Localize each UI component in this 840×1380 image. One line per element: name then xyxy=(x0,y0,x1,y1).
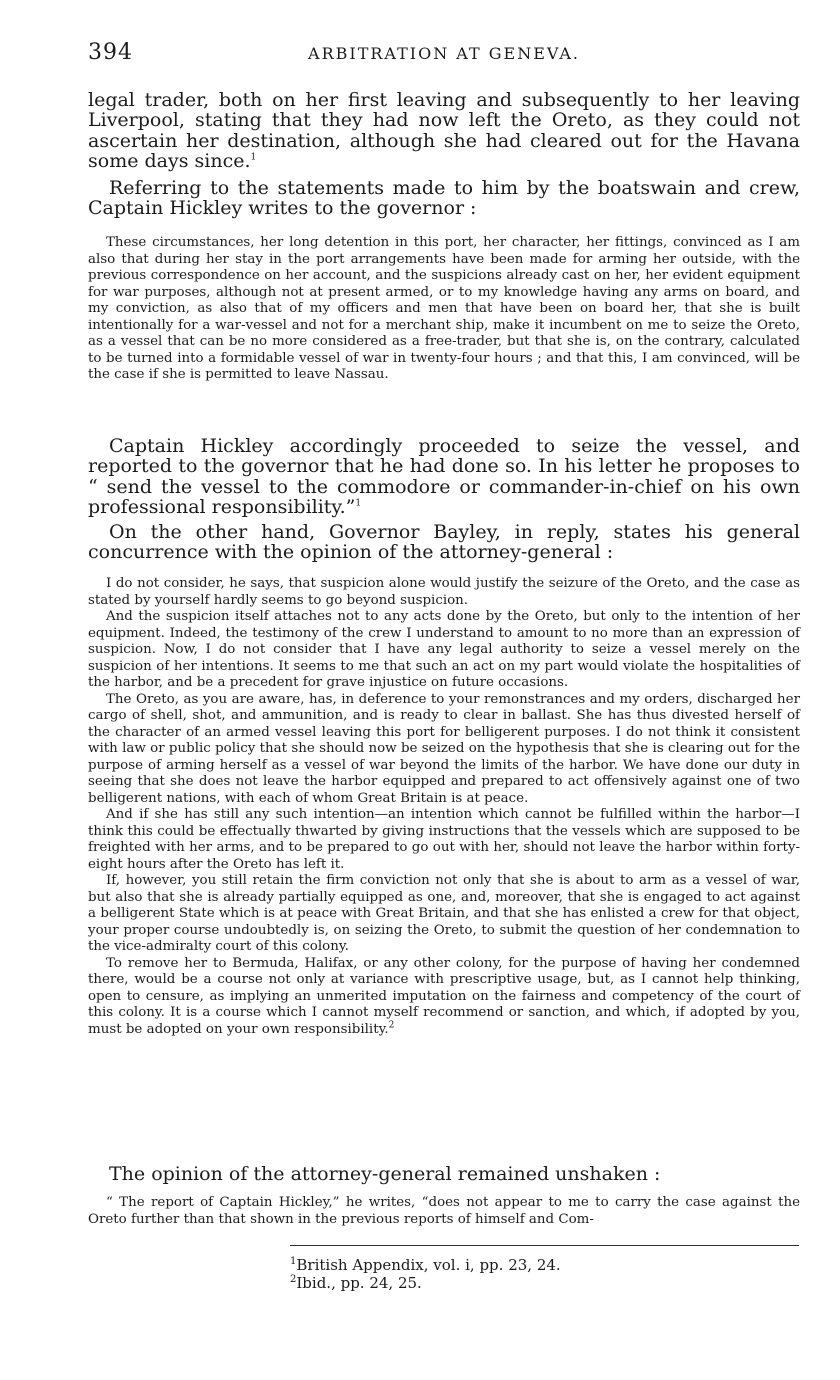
quote-text: “ The report of Captain Hickley,” he writes, “does not appear to me to carry the case against the Oreto further than that shown in the previous reports of himself and Com- xyxy=(88,1195,800,1227)
paragraph-hickley-writes xyxy=(88,178,800,219)
page-header xyxy=(88,40,800,70)
footnote-1 xyxy=(290,1256,561,1274)
footnote-ref: 1 xyxy=(355,498,362,509)
footnote-divider xyxy=(290,1245,799,1246)
quote-paragraph: I do not consider, he says, that suspicion alone would justify the seizure of the Oreto, and the case as stated by yourself hardly seems to go beyond suspicion. xyxy=(88,576,800,608)
footnote-2 xyxy=(290,1274,422,1292)
quote-paragraph: If, however, you still retain the firm conviction not only that she is about to arm as a vessel of war, but also that she is already partially equipped as one, and, moreover, that she is engaged to act against a belligerent State which is at peace with Great Britain, and that she has enlisted a crew for that object, your proper course undoubtedly is, on seizing the Oreto, to submit the question of her condemnation to the vice-admiralty court of this colony. xyxy=(88,873,800,954)
quote-attorney-general xyxy=(88,1195,800,1228)
footnote-marker: 1 xyxy=(290,1256,297,1267)
paragraph-text: Captain Hickley accordingly proceeded to seize the vessel, and reported to the governor that he had done so. In his letter he proposes to “ send the vessel to the commodore or commander-in-chief on his own professional responsibility.” xyxy=(88,435,800,519)
quote-text: These circumstances, her long detention in this port, her character, her fittings, convinced as I am also that during her stay in the port arrangements have been made for arming her outside, with the previous correspondence on her account, and the suspicions already cast on her, her evident equipment for war purposes, although not at present armed, or to my knowledge having any arms on board, and my conviction, as also that of my officers and men that have been on board her, that she is built intentionally for a war-vessel and not for a merchant ship, make it incumbent on me to seize the Oreto, as a vessel that can be no more considered as a free-trader, but that she is, on the contrary, calculated to be turned into a formidable vessel of war in twenty-four hours ; and that this, I am convinced, will be the case if she is permitted to leave Nassau. xyxy=(88,235,800,382)
quote-paragraph: The Oreto, as you are aware, has, in deference to your remonstrances and my orders, discharged her cargo of shell, shot, and ammunition, and is ready to clear in ballast. She has thus divested herself of the character of an armed vessel leaving this port for belligerent purposes. I do not think it consistent with law or public policy that she should now be seized on the hypothesis that she is clearing out for the purpose of arming herself as a vessel of war beyond the limits of the harbor. We have done our duty in seeing that she does not leave the harbor equipped and prepared to act offensively against one of two belligerent nations, with each of whom Great Britain is at peace. xyxy=(88,691,800,806)
paragraph-attorney-general xyxy=(88,1164,800,1184)
footnote-text: British Appendix, vol. i, pp. 23, 24. xyxy=(296,1256,561,1274)
paragraph-seizure xyxy=(88,436,800,518)
paragraph-text: legal trader, both on her first leaving and subsequently to her leaving Liverpool, stating that they had now left the Oreto, as they could not ascertain her destination, although she had cleared out for the Havana some days since. xyxy=(88,89,800,173)
footnote-ref: 1 xyxy=(250,152,257,163)
footnote-marker: 2 xyxy=(290,1274,297,1285)
paragraph-continuation xyxy=(88,90,800,172)
paragraph-text: On the other hand, Governor Bayley, in reply, states his general concurrence with the opinion of the attorney-general : xyxy=(88,521,800,564)
paragraph-text: Referring to the statements made to him by the boatswain and crew, Captain Hickley writes to the governor : xyxy=(88,177,800,220)
paragraph-text: The opinion of the attorney-general remained unshaken : xyxy=(109,1163,661,1185)
footnote-text: Ibid., pp. 24, 25. xyxy=(296,1274,422,1292)
quote-paragraph: And the suspicion itself attaches not to any acts done by the Oreto, but only to the intention of her equipment. Indeed, the testimony of the crew I understand to amount to no more than an expression of suspicion. Now, I do not consider that I have any legal authority to seize a vessel merely on the suspicion of her intentions. It seems to me that such an act on my part would violate the hospitalities of the harbor, and be a precedent for grave injustice on future occasions. xyxy=(88,609,800,690)
quote-hickley-letter xyxy=(88,235,800,384)
paragraph-governor-reply xyxy=(88,522,800,563)
quote-paragraph: To remove her to Bermuda, Halifax, or any other colony, for the purpose of having her condemned there, would be a course not only at variance with prescriptive usage, but, as I cannot help thinking, open to censure, as implying an unmerited imputation on the fairness and competency of the court of this colony. It is a course which I cannot myself recommend or sanction, and which, if adopted by you, must be adopted on your own responsibility. xyxy=(88,955,800,1037)
quote-paragraph: And if she has still any such intention—an intention which cannot be fulfilled within the harbor—I think this could be effectually thwarted by giving instructions that the vessels which are supposed to be freighted with her arms, and to be prepared to go out with her, should not leave the harbor within forty-eight hours after the Oreto has left it. xyxy=(88,807,800,872)
running-title: ARBITRATION AT GENEVA. xyxy=(308,44,580,63)
quote-governor-letter xyxy=(88,576,800,1038)
page-number: 394 xyxy=(88,40,133,65)
footnote-ref: 2 xyxy=(388,1020,395,1031)
